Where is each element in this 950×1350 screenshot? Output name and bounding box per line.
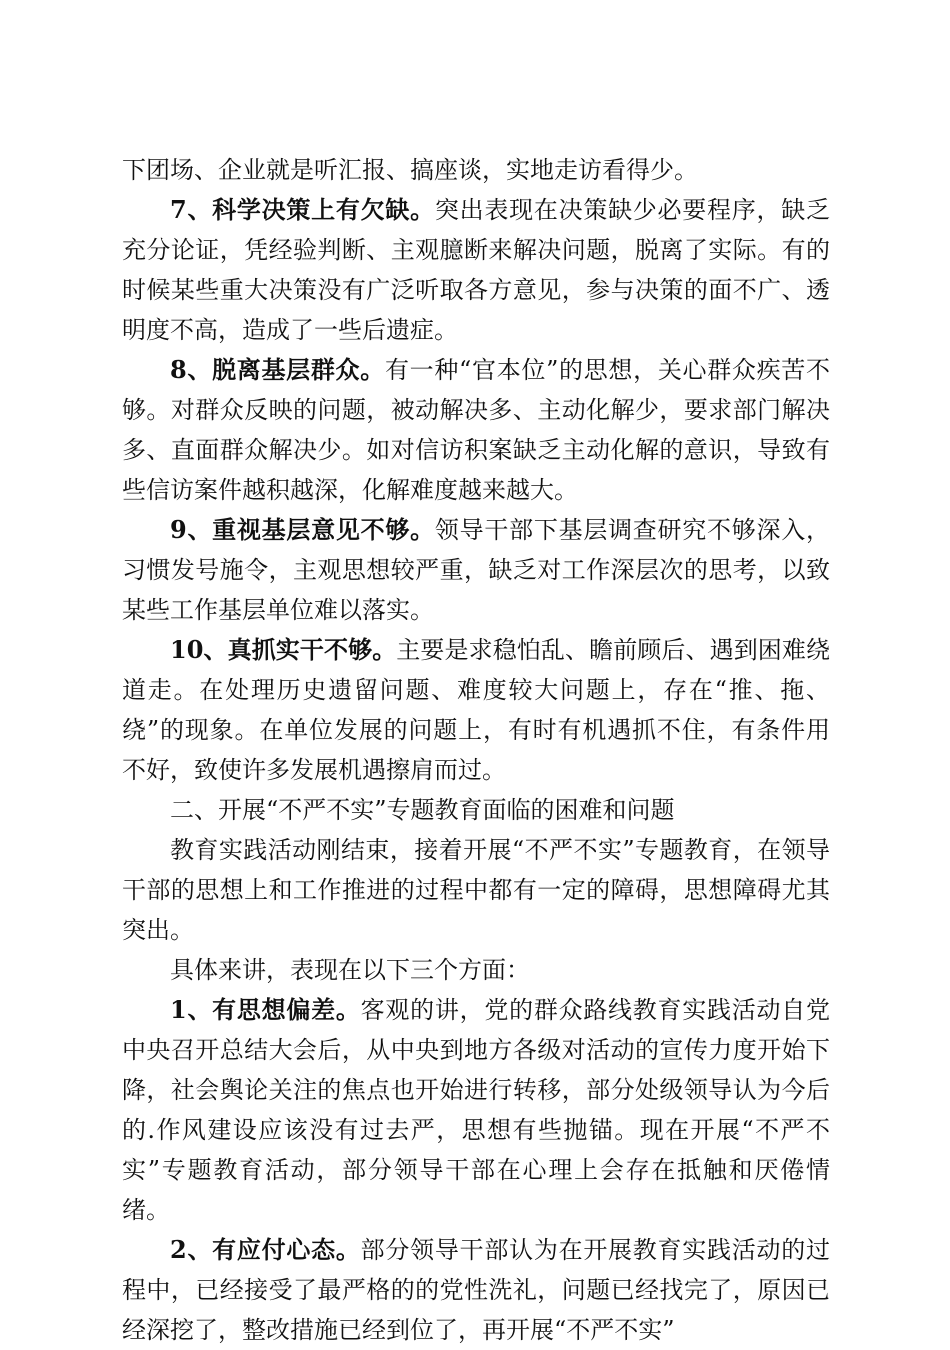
paragraph-text: 领导干部下基层调查研究不够深入，习惯发号施令，主观思想较严重，缺乏对工作深层次的思考，以致某些工作基层单位难以落实。 — [122, 516, 831, 624]
paragraph-text: 教育实践活动刚结束，接着开展“不严不实”专题教育，在领导干部的思想上和工作推进的过程中都有一定的障碍，思想障碍尤其突出。 — [122, 836, 830, 944]
paragraph-text: 主要是求稳怕乱、瞻前顾后、遇到困难绕道走。在处理历史遗留问题、难度较大问题上，存在“推、拖、绕”的现象。在单位发展的问题上，有时有机遇抓不住，有条件用不好，致使许多发展机遇擦肩而过。 — [122, 636, 830, 784]
paragraph-lead: 7、科学决策上有欠缺。 — [170, 195, 435, 224]
paragraph-point-1 — [122, 990, 830, 1230]
paragraph-text: 突出表现在决策缺少必要程序，缺乏充分论证，凭经验判断、主观臆断来解决问题，脱离了实际。有的时候某些重大决策没有广泛听取各方意见，参与决策的面不广、透明度不高，造成了一些后遗症。 — [122, 196, 831, 344]
paragraph-text: 具体来讲，表现在以下三个方面： — [170, 956, 530, 984]
paragraph-text: 有一种“官本位”的思想，关心群众疾苦不够。对群众反映的问题，被动解决多、主动化解少，要求部门解决多、直面群众解决少。如对信访积案缺乏主动化解的意识，导致有些信访案件越积越深，化解难度越来越大。 — [122, 356, 830, 504]
paragraph-lead: 1、有思想偏差。 — [170, 995, 361, 1024]
paragraph-lead: 9、重视基层意见不够。 — [170, 515, 435, 544]
document-body — [122, 150, 830, 1350]
paragraph-intro — [122, 830, 830, 950]
paragraph-summary — [122, 950, 830, 990]
paragraph-continuation — [122, 150, 830, 190]
paragraph-item-9 — [122, 510, 830, 630]
paragraph-item-10 — [122, 630, 830, 790]
section-heading-text: 二、开展“不严不实”专题教育面临的困难和问题 — [170, 796, 675, 824]
section-heading-2 — [122, 790, 830, 830]
paragraph-text: 下团场、企业就是听汇报、搞座谈，实地走访看得少。 — [122, 156, 698, 184]
paragraph-text: 部分领导干部认为在开展教育实践活动的过程中，已经接受了最严格的的党性洗礼，问题已经找完了，原因已经深挖了，整改措施已经到位了，再开展“不严不实” — [122, 1236, 830, 1344]
paragraph-lead: 8、脱离基层群众。 — [170, 355, 385, 384]
paragraph-item-7 — [122, 190, 830, 350]
paragraph-lead: 2、有应付心态。 — [170, 1235, 361, 1264]
paragraph-item-8 — [122, 350, 830, 510]
paragraph-point-2 — [122, 1230, 830, 1350]
paragraph-text: 客观的讲，党的群众路线教育实践活动自党中央召开总结大会后，从中央到地方各级对活动的宣传力度开始下降，社会舆论关注的焦点也开始进行转移，部分处级领导认为今后的.作风建设应该没有过去严，思想有些抛锚。现在开展“不严不实”专题教育活动，部分领导干部在心理上会存在抵触和厌倦情绪。 — [122, 996, 830, 1224]
paragraph-lead: 10、真抓实干不够。 — [170, 635, 397, 664]
